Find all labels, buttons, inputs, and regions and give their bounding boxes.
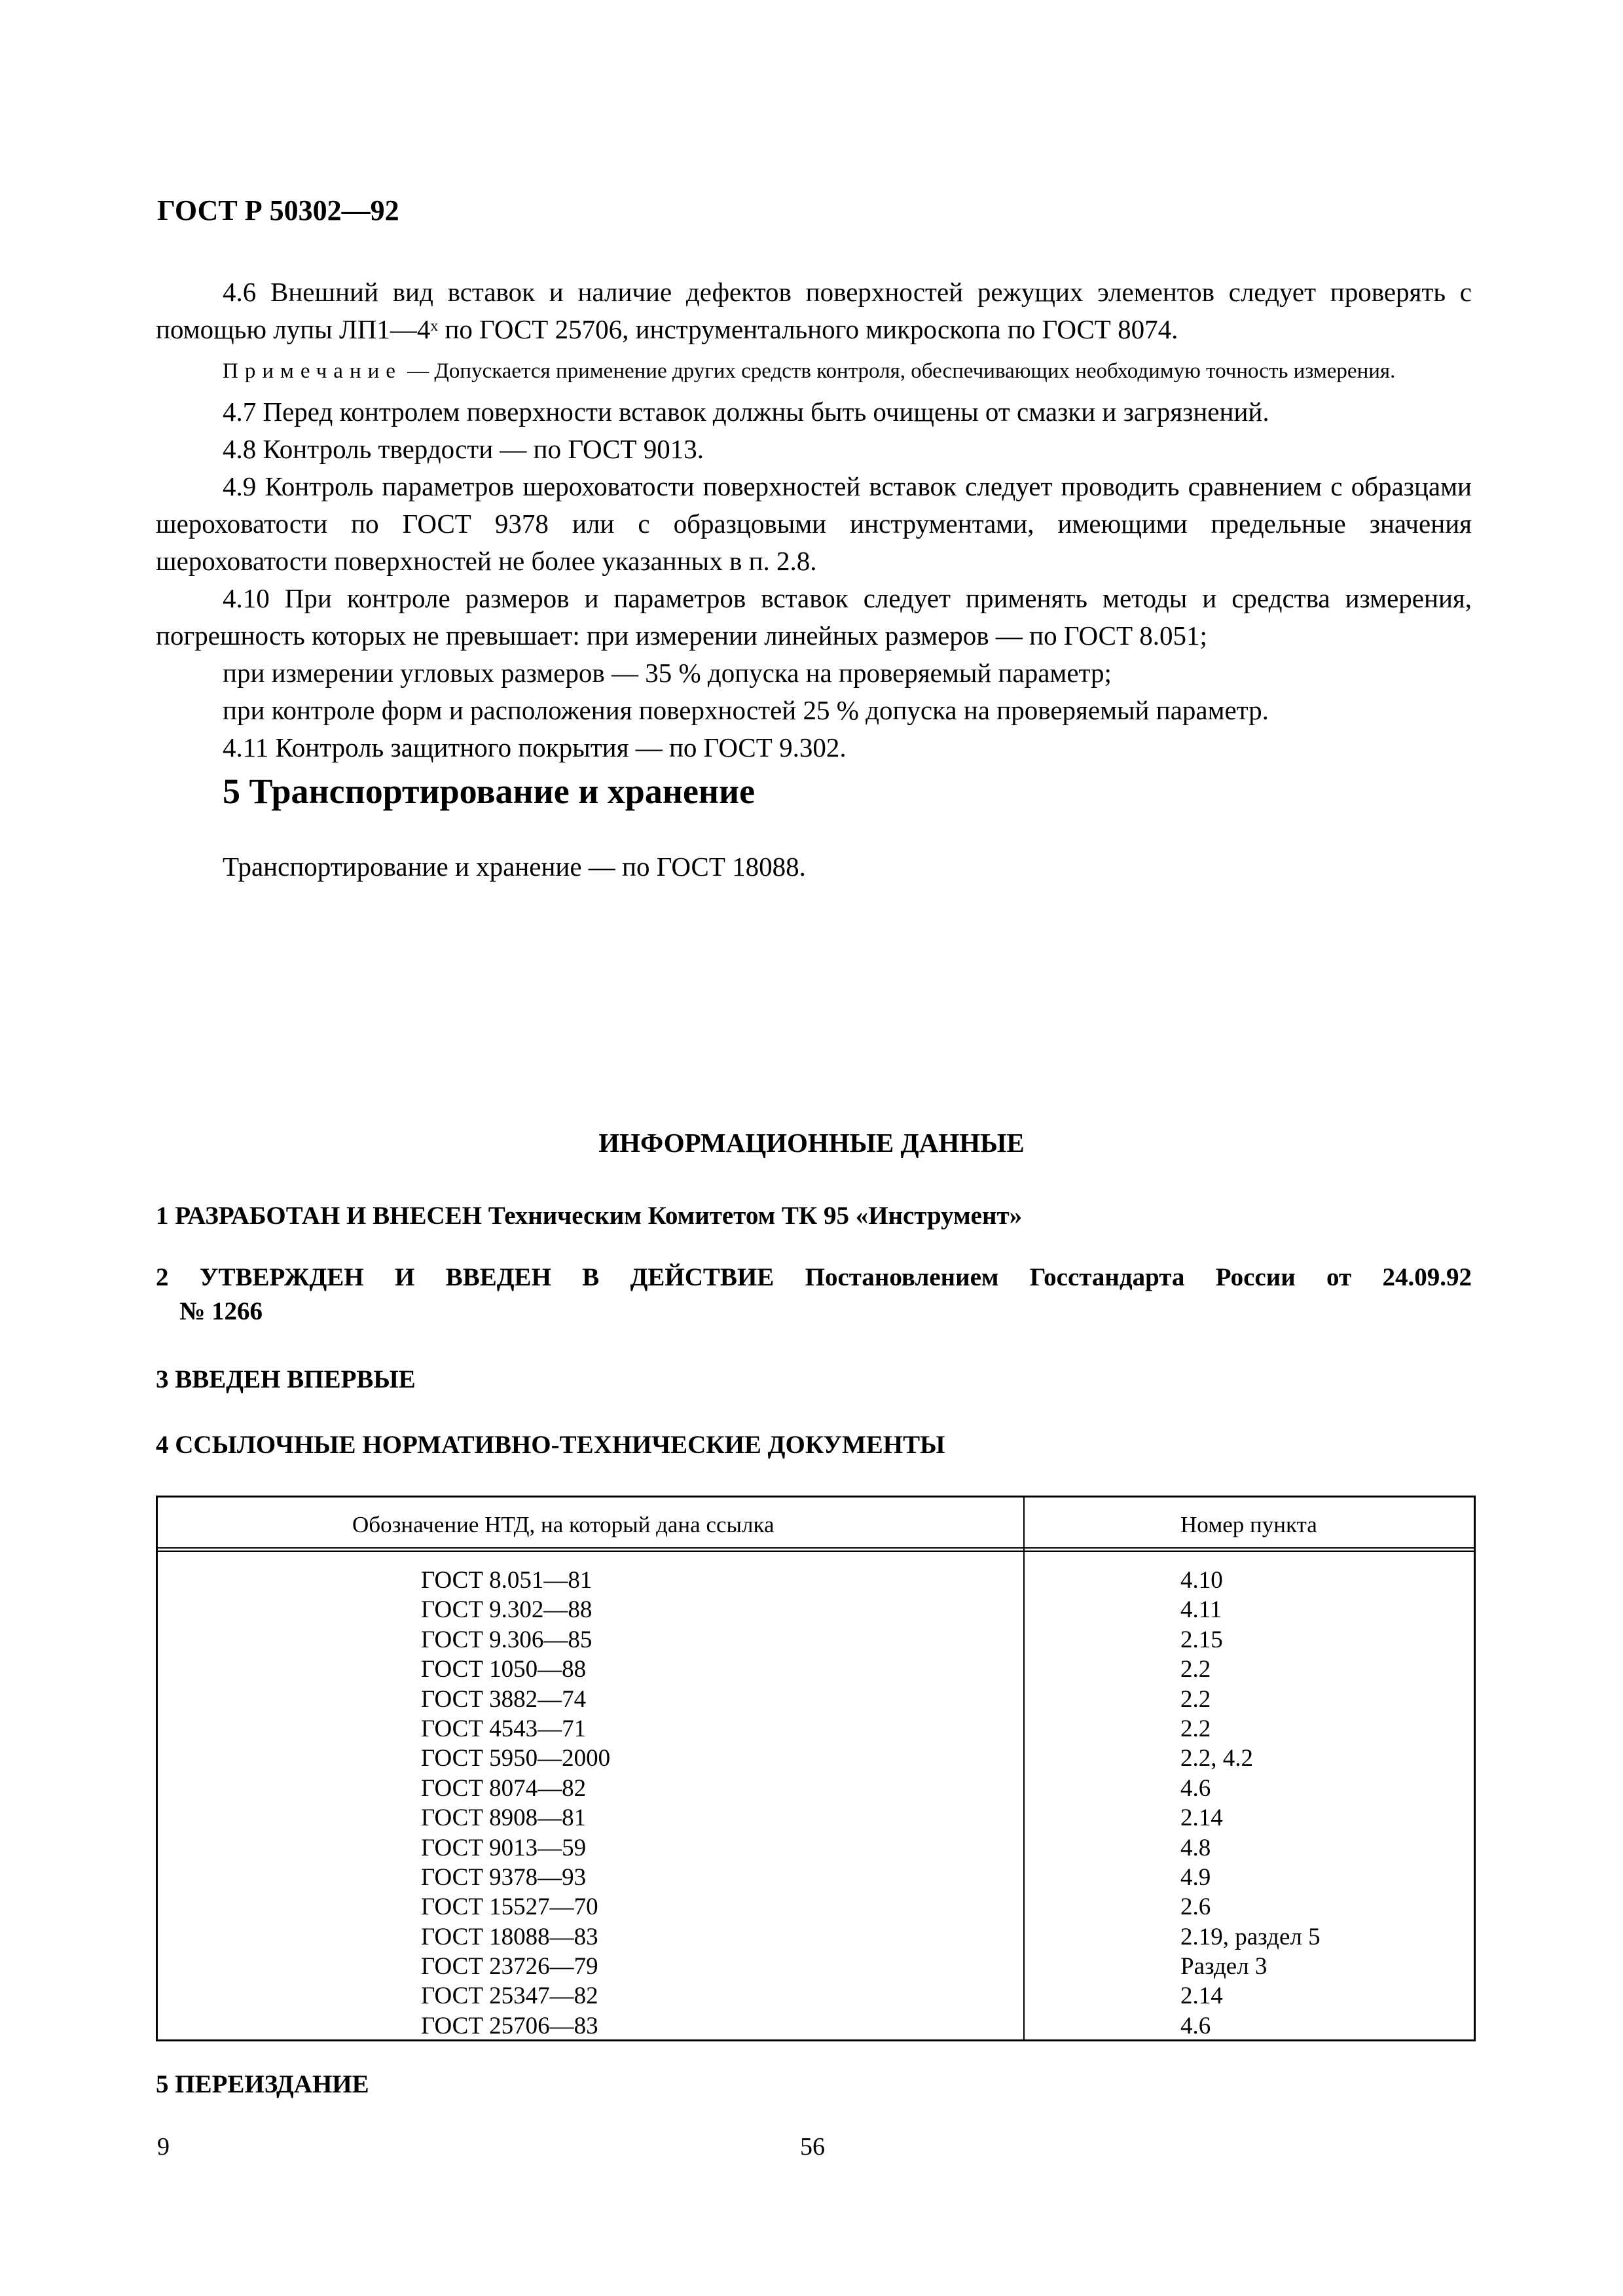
table-cell-clause: 2.2, 4.2 [1180,1745,1253,1772]
table-cell-designation: ГОСТ 8.051—81 [421,1567,593,1594]
table-row [158,1774,1474,1803]
table-row [158,1922,1474,1952]
table-cell-designation: ГОСТ 25706—83 [421,2012,598,2039]
note-text: — Допускается применение других средств контроля, обеспечивающих необходимую точность измерения. [401,359,1396,383]
references-table [156,1496,1476,2041]
section-5-text: Транспортирование и хранение — по ГОСТ 18088. [223,852,806,882]
clause-4-10-angular: при измерении угловых размеров — 35 % допуска на проверяемый параметр; [223,658,1112,688]
info-item-5: 5 ПЕРЕИЗДАНИЕ [156,2070,369,2098]
clause-4-8: 4.8 Контроль твердости — по ГОСТ 9013. [223,434,704,464]
table-cell-clause: 4.11 [1180,1596,1222,1624]
table-cell-clause: 2.19, раздел 5 [1180,1923,1321,1950]
table-header-designation: Обозначение НТД, на который дана ссылка [352,1512,775,1537]
table-cell-clause: 2.2 [1180,1685,1211,1713]
table-row [158,1803,1474,1833]
table-cell-clause: 4.8 [1180,1834,1211,1861]
table-cell-clause: 4.10 [1180,1567,1223,1594]
table-cell-designation: ГОСТ 4543—71 [421,1715,587,1742]
clause-4-10: 4.10 При контроле размеров и параметров вставок следует применять методы и средства измерения, погрешность которых не превышает: при измерении линейных размеров — по ГОСТ 8.051; [156,583,1472,651]
control-clauses [156,274,1472,766]
table-cell-clause: 4.6 [1180,2012,1211,2039]
table-cell-clause: Раздел 3 [1180,1953,1267,1981]
table-cell-designation: ГОСТ 25347—82 [421,1982,598,2010]
table-cell-designation: ГОСТ 8908—81 [421,1804,587,1832]
table-cell-clause: 2.14 [1180,1804,1223,1832]
clause-4-9: 4.9 Контроль параметров шероховатости поверхностей вставок следует проводить сравнением с образцами шероховатости по ГОСТ 9378 или с образцовыми инструментами, имеющими предельные значения шероховатости поверхностей не более указанных в п. 2.8. [156,471,1472,576]
table-cell-designation: ГОСТ 9.306—85 [421,1626,593,1653]
footer-left-mark: 9 [157,2133,170,2161]
table-cell-clause: 2.2 [1180,1656,1211,1683]
table-cell-designation: ГОСТ 9.302—88 [421,1596,593,1624]
table-header-row [158,1498,1474,1547]
table-row [158,1833,1474,1863]
document-header-code: ГОСТ Р 50302—92 [157,194,399,226]
table-cell-designation: ГОСТ 1050—88 [421,1656,587,1683]
table-row [158,1595,1474,1624]
table-body [158,1566,1474,2041]
table-cell-clause: 4.6 [1180,1774,1211,1802]
page-number: 56 [800,2133,825,2161]
info-item-4: 4 ССЫЛОЧНЫЕ НОРМАТИВНО-ТЕХНИЧЕСКИЕ ДОКУМЕНТЫ [156,1431,945,1459]
table-row [158,1744,1474,1773]
clause-4-10-form: при контроле форм и расположения поверхностей 25 % допуска на проверяемый параметр. [223,695,1269,725]
table-row [158,1655,1474,1684]
table-cell-clause: 2.6 [1180,1893,1211,1921]
table-cell-designation: ГОСТ 23726—79 [421,1953,598,1981]
clause-4-6: 4.6 Внешний вид вставок и наличие дефектов поверхностей режущих элементов следует проверять с помощью лупы ЛП1—4ˣ по ГОСТ 25706, инструментального микроскопа по ГОСТ 8074. [156,277,1472,344]
table-cell-designation: ГОСТ 9378—93 [421,1863,587,1891]
table-header-clause: Номер пункта [1180,1512,1317,1537]
note [156,357,1472,386]
table-cell-designation: ГОСТ 8074—82 [421,1774,587,1802]
clause-4-11: 4.11 Контроль защитного покрытия — по ГОСТ 9.302. [223,732,847,762]
table-cell-clause: 4.9 [1180,1863,1211,1891]
table-cell-designation: ГОСТ 3882—74 [421,1685,587,1713]
table-cell-designation: ГОСТ 5950—2000 [421,1745,611,1772]
table-header-separator [158,1547,1474,1552]
table-row [158,1625,1474,1655]
info-item-1: 1 РАЗРАБОТАН И ВНЕСЕН Техническим Комитетом ТК 95 «Инструмент» [156,1202,1023,1230]
info-item-3: 3 ВВЕДЕН ВПЕРВЫЕ [156,1365,416,1393]
table-cell-designation: ГОСТ 18088—83 [421,1923,598,1950]
table-cell-clause: 2.15 [1180,1626,1223,1653]
table-cell-clause: 2.2 [1180,1715,1211,1742]
table-row [158,2011,1474,2041]
table-row [158,1685,1474,1714]
info-item-2-line1: 2 УТВЕРЖДЕН И ВВЕДЕН В ДЕЙСТВИЕ Постановлением Госстандарта России от 24.09.92 [156,1263,1472,1291]
section-5-title: 5 Транспортирование и хранение [223,772,756,811]
table-row [158,1981,1474,2011]
table-row [158,1952,1474,1981]
table-cell-designation: ГОСТ 15527—70 [421,1893,598,1921]
table-row [158,1566,1474,1595]
table-row [158,1863,1474,1892]
table-cell-designation: ГОСТ 9013—59 [421,1834,587,1861]
clause-4-7: 4.7 Перед контролем поверхности вставок должны быть очищены от смазки и загрязнений. [223,397,1269,427]
table-cell-clause: 2.14 [1180,1982,1223,2010]
table-row [158,1892,1474,1922]
note-label: Примечание [223,359,402,383]
info-data-title: ИНФОРМАЦИОННЫЕ ДАННЫЕ [598,1128,1025,1158]
table-row [158,1714,1474,1744]
info-item-2-line2: № 1266 [179,1297,263,1325]
info-item-2 [156,1261,1472,1329]
